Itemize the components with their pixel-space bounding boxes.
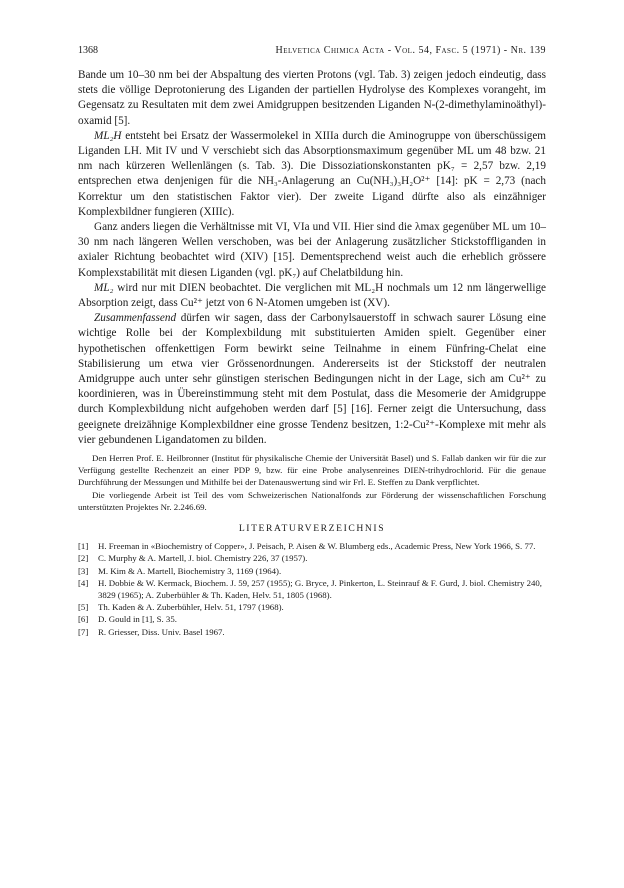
- paragraph-lead: ML₂: [94, 281, 114, 294]
- page: [78, 44, 546, 638]
- reference-number: [5]: [78, 602, 89, 613]
- reference-item: [78, 552, 546, 564]
- reference-text: D. Gould in [1], S. 35.: [98, 614, 177, 625]
- paragraph: [78, 129, 546, 220]
- reference-number: [4]: [78, 577, 89, 588]
- paragraph-text: Bande um 10–30 nm bei der Abspaltung des vierten Protons (vgl. Tab. 3) zeigen jedoch eindeutig, dass stets die völlige Deprotonierung des Liganden der partiellen Hydrolyse des Komplexes vorangeht, im Gegensatz zu Resultaten mit dem zwei Amidgruppen besitzenden Liganden N-(2-dimethylaminoäthyl)-oxamid [5].: [78, 69, 546, 127]
- reference-text: R. Griesser, Diss. Univ. Basel 1967.: [98, 626, 225, 637]
- page-number: 1368: [78, 45, 98, 56]
- acknowledgement-paragraph: Den Herren Prof. E. Heilbronner (Institut für physikalische Chemie der Universität Basel) und S. Fallab danken wir für die zur Verfügung gestellte Rechenzeit an einer PDP 9, bzw. für eine Probe analysenreines DIEN-trihydrochlorid. Für die genaue Durchführung der Messungen und Mithilfe bei der Datenauswertung sind wir Frl. E. Steffen zu Dank verpflichtet.: [78, 453, 546, 488]
- paragraph-lead: ML₂H: [94, 129, 122, 142]
- reference-number: [2]: [78, 553, 89, 564]
- journal-citation: Helvetica Chimica Acta - Vol. 54, Fasc. 5 (1971) - Nr. 139: [275, 45, 546, 56]
- paragraph: [78, 311, 546, 448]
- reference-item: [78, 565, 546, 577]
- reference-item: [78, 601, 546, 613]
- reference-text: H. Dobbie & W. Kermack, Biochem. J. 59, 257 (1955); G. Bryce, J. Pinkerton, L. Steinrauf & F. Gurd, J. biol. Chemistry 240, 3829 (1965); A. Zuberbühler & Th. Kaden, Helv. 51, 1805 (1968).: [98, 577, 542, 600]
- reference-list: [78, 540, 546, 638]
- main-text: [78, 68, 546, 448]
- reference-number: [3]: [78, 565, 89, 576]
- reference-item: [78, 613, 546, 625]
- reference-number: [1]: [78, 541, 89, 552]
- paragraph: [78, 68, 546, 129]
- reference-item: [78, 577, 546, 601]
- acknowledgements: [78, 452, 546, 513]
- reference-item: [78, 626, 546, 638]
- paragraph-lead: Zusammenfassend: [94, 312, 177, 325]
- running-header: [78, 44, 546, 58]
- paragraph-text: Ganz anders liegen die Verhältnisse mit VI, VIa und VII. Hier sind die λmax gegenüber ML um 10–30 nm nach längeren Wellen verschoben, was bei der Anlagerung zusätzlicher Stickstoffliganden in axialer Richtung beobachtet wird (XIV) [15]. Dementsprechend weist auch die erheblich grössere Komplexstabilität mit diesen Liganden (vgl. pK₇) auf Chelatbildung hin.: [78, 221, 546, 279]
- paragraph: [78, 220, 546, 281]
- paragraph: [78, 281, 546, 311]
- acknowledgement-paragraph: Die vorliegende Arbeit ist Teil des vom Schweizerischen Nationalfonds zur Förderung der wissenschaftlichen Forschung unterstützten Projektes Nr. 2.246.69.: [78, 489, 546, 512]
- reference-text: Th. Kaden & A. Zuberbühler, Helv. 51, 1797 (1968).: [98, 602, 284, 613]
- reference-text: C. Murphy & A. Martell, J. biol. Chemistry 226, 37 (1957).: [98, 553, 308, 564]
- reference-item: [78, 540, 546, 552]
- reference-text: M. Kim & A. Martell, Biochemistry 3, 1169 (1964).: [98, 565, 282, 576]
- paragraph-text: dürfen wir sagen, dass der Carbonylsauerstoff in schwach saurer Lösung eine wichtige Rolle bei der Komplexbildung mit substituierten Amiden spielt. Gegenüber einer hypothetischen offenkettigen Form bewirkt seine Teilnahme in einem Fünfring-Chelat eine Stabilisierung um etwa vier Grössenordnungen. Andererseits ist der Stickstoff der neutralen Amidgruppe auch unter sehr günstigen sterischen Bedingungen nicht in der Lage, sich am Cu²⁺ zu koordinieren, was in Übereinstimmung steht mit dem Postulat, dass die Mesomerie der Amidgruppe durch Komplexbildung nicht aufgehoben werden darf [5] [16]. Ferner zeigt die Untersuchung, dass geeignete dreizähnige Komplexbildner eine grosse Tendenz besitzen, 1:2-Cu²⁺-Komplexe mit mehr als vier gebundenen Ligandatomen zu bilden.: [78, 312, 546, 446]
- reference-number: [6]: [78, 614, 89, 625]
- reference-text: H. Freeman in «Biochemistry of Copper», J. Peisach, P. Aisen & W. Blumberg eds., Academic Press, New York 1966, S. 77.: [98, 541, 536, 552]
- paragraph-text: wird nur mit DIEN beobachtet. Die verglichen mit ML₂H nochmals um 12 nm längerwellige Absorption zeigt, dass Cu²⁺ jetzt von 6 N-Atomen umgeben ist (XV).: [78, 281, 546, 310]
- references-heading: LITERATURVERZEICHNIS: [238, 523, 386, 535]
- reference-number: [7]: [78, 626, 89, 637]
- paragraph-text: entsteht bei Ersatz der Wassermolekel in XIIIa durch die Aminogruppe von überschüssigem Liganden LH. Mit IV und V verschiebt sich das Absorptionsmaximum gegenüber ML um 48 bzw. 21 nm nach kürzeren Wellenlängen (s. Tab. 3). Die Dissoziationskonstanten pK₇ = 2,57 bzw. 2,19 entsprechen etwa denjenigen für die NH₃-Anlagerung an Cu(NH₃)₃H₂O²⁺ [14]: pK = 2,73 (nach Korrektur um den statistischen Faktor vier). Der zweite Ligand dürfte also als einzähniger Komplexbildner fungieren (XIIIc).: [78, 129, 546, 218]
